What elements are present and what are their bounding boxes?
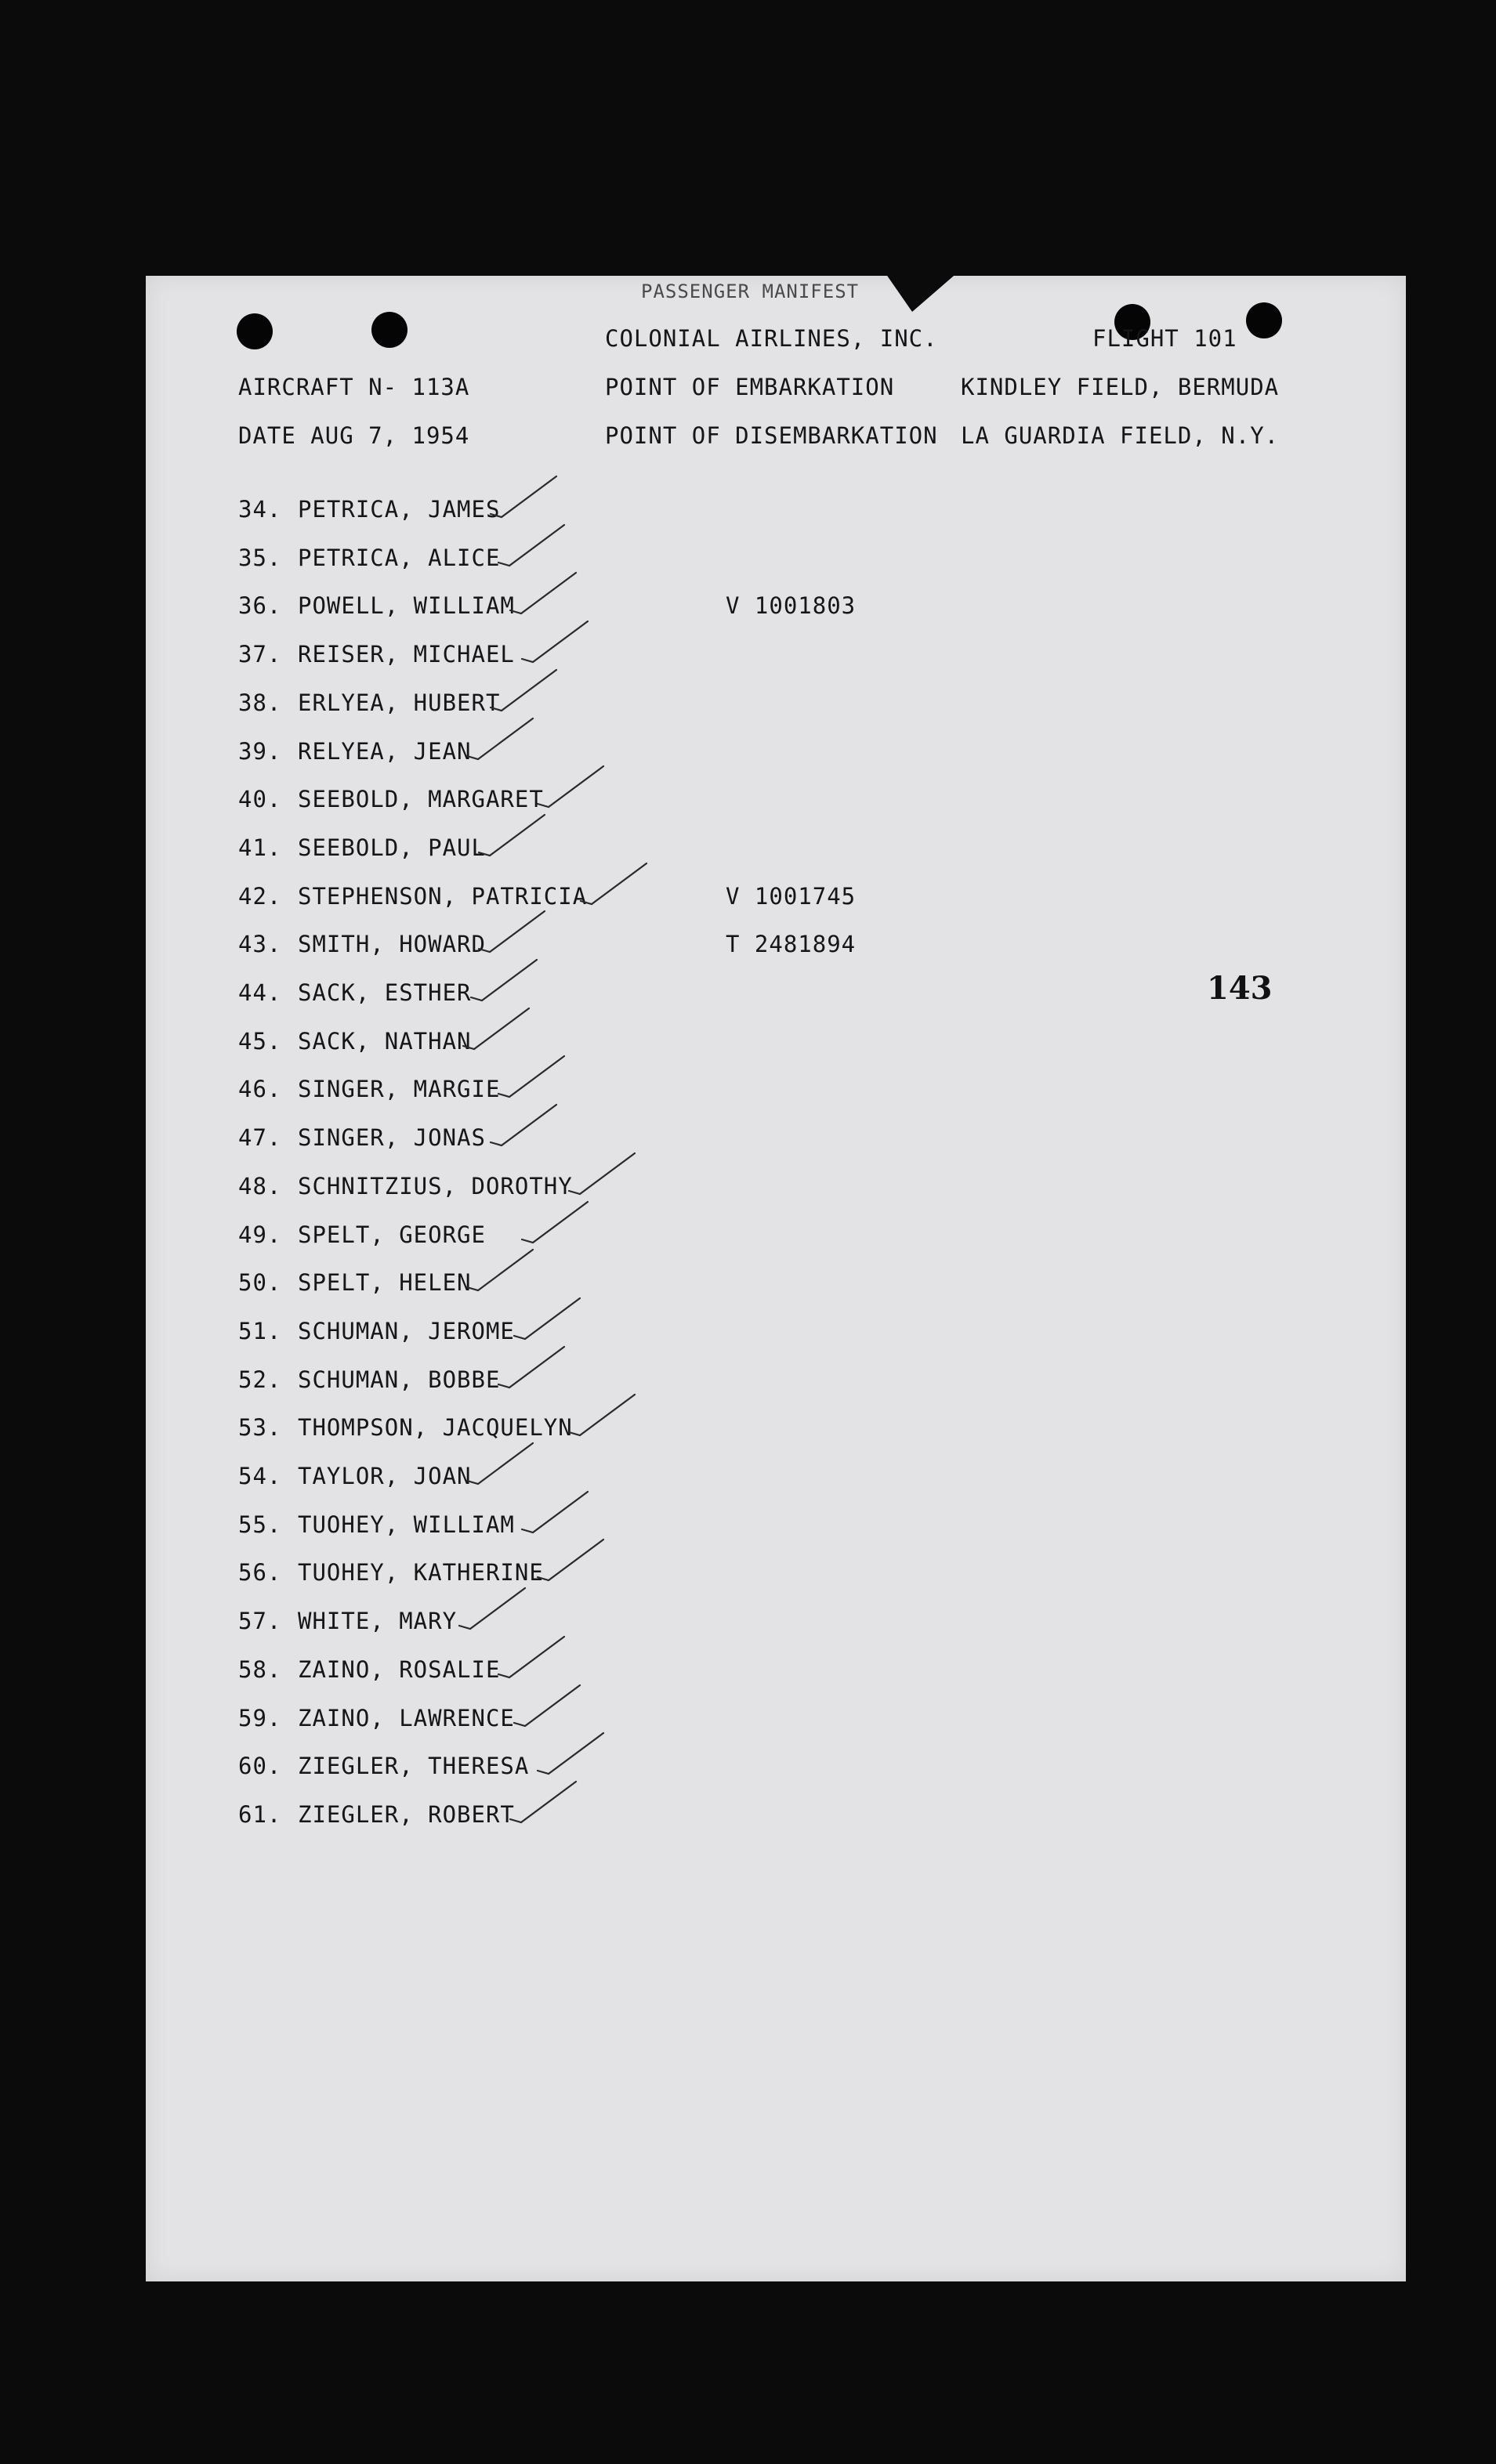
passenger-number: 39. — [238, 738, 282, 765]
passenger-name: REISER, MICHAEL — [298, 641, 515, 668]
passenger-number: 44. — [238, 979, 282, 1006]
disembarkation-value: LA GUARDIA FIELD, N.Y. — [961, 422, 1280, 449]
embarkation-label: POINT OF EMBARKATION — [605, 374, 895, 400]
passenger-name: SEEBOLD, MARGARET — [298, 786, 544, 812]
torn-corner — [884, 271, 959, 312]
passenger-number: 51. — [238, 1318, 282, 1344]
passenger-name: ZAINO, ROSALIE — [298, 1656, 501, 1683]
passenger-number: 55. — [238, 1511, 282, 1538]
passenger-document-number: V 1001745 — [726, 883, 857, 910]
manifest-title: PASSENGER MANIFEST — [641, 280, 860, 302]
passenger-name: SCHNITZIUS, DOROTHY — [298, 1173, 573, 1199]
passenger-number: 46. — [238, 1076, 282, 1102]
passenger-name: TUOHEY, WILLIAM — [298, 1511, 515, 1538]
page-number-stamp: 143 — [1207, 970, 1273, 1007]
passenger-name: SMITH, HOWARD — [298, 931, 486, 957]
embarkation-value: KINDLEY FIELD, BERMUDA — [961, 374, 1280, 400]
passenger-name: POWELL, WILLIAM — [298, 592, 515, 619]
passenger-number: 52. — [238, 1366, 282, 1393]
flight-date: DATE AUG 7, 1954 — [238, 422, 470, 449]
passenger-number: 34. — [238, 496, 282, 523]
passenger-number: 57. — [238, 1608, 282, 1634]
passenger-number: 47. — [238, 1124, 282, 1151]
punch-hole-left-1 — [237, 313, 273, 349]
passenger-name: WHITE, MARY — [298, 1608, 458, 1634]
passenger-name: SPELT, GEORGE — [298, 1221, 486, 1248]
passenger-name: SINGER, MARGIE — [298, 1076, 501, 1102]
passenger-number: 58. — [238, 1656, 282, 1683]
passenger-name: RELYEA, JEAN — [298, 738, 472, 765]
passenger-number: 49. — [238, 1221, 282, 1248]
passenger-name: ZIEGLER, THERESA — [298, 1753, 530, 1779]
passenger-number: 50. — [238, 1269, 282, 1296]
passenger-name: ZIEGLER, ROBERT — [298, 1801, 515, 1828]
passenger-number: 36. — [238, 592, 282, 619]
passenger-number: 35. — [238, 545, 282, 571]
passenger-name: PETRICA, JAMES — [298, 496, 501, 523]
passenger-name: SACK, ESTHER — [298, 979, 472, 1006]
passenger-number: 37. — [238, 641, 282, 668]
punch-hole-right-2 — [1246, 302, 1282, 338]
passenger-document-number: T 2481894 — [726, 931, 857, 957]
passenger-name: PETRICA, ALICE — [298, 545, 501, 571]
passenger-number: 61. — [238, 1801, 282, 1828]
passenger-number: 48. — [238, 1173, 282, 1199]
passenger-name: STEPHENSON, PATRICIA — [298, 883, 588, 910]
passenger-number: 38. — [238, 689, 282, 716]
passenger-name: ZAINO, LAWRENCE — [298, 1705, 515, 1731]
flight-number: FLIGHT 101 — [1092, 325, 1237, 352]
passenger-name: SCHUMAN, JEROME — [298, 1318, 515, 1344]
aircraft-number: AIRCRAFT N- 113A — [238, 374, 470, 400]
passenger-number: 56. — [238, 1559, 282, 1586]
passenger-name: SEEBOLD, PAUL — [298, 834, 486, 861]
passenger-name: SINGER, JONAS — [298, 1124, 486, 1151]
passenger-name: ERLYEA, HUBERT — [298, 689, 501, 716]
passenger-number: 60. — [238, 1753, 282, 1779]
punch-hole-left-2 — [371, 312, 408, 348]
disembarkation-label: POINT OF DISEMBARKATION — [605, 422, 938, 449]
passenger-name: TUOHEY, KATHERINE — [298, 1559, 544, 1586]
passenger-name: THOMPSON, JACQUELYN — [298, 1414, 573, 1441]
passenger-number: 42. — [238, 883, 282, 910]
passenger-number: 43. — [238, 931, 282, 957]
passenger-name: TAYLOR, JOAN — [298, 1463, 472, 1489]
airline-name: COLONIAL AIRLINES, INC. — [605, 325, 938, 352]
passenger-number: 41. — [238, 834, 282, 861]
passenger-document-number: V 1001803 — [726, 592, 857, 619]
passenger-name: SPELT, HELEN — [298, 1269, 472, 1296]
passenger-number: 53. — [238, 1414, 282, 1441]
passenger-name: SACK, NATHAN — [298, 1028, 472, 1055]
passenger-name: SCHUMAN, BOBBE — [298, 1366, 501, 1393]
passenger-number: 45. — [238, 1028, 282, 1055]
passenger-number: 59. — [238, 1705, 282, 1731]
passenger-number: 54. — [238, 1463, 282, 1489]
passenger-number: 40. — [238, 786, 282, 812]
